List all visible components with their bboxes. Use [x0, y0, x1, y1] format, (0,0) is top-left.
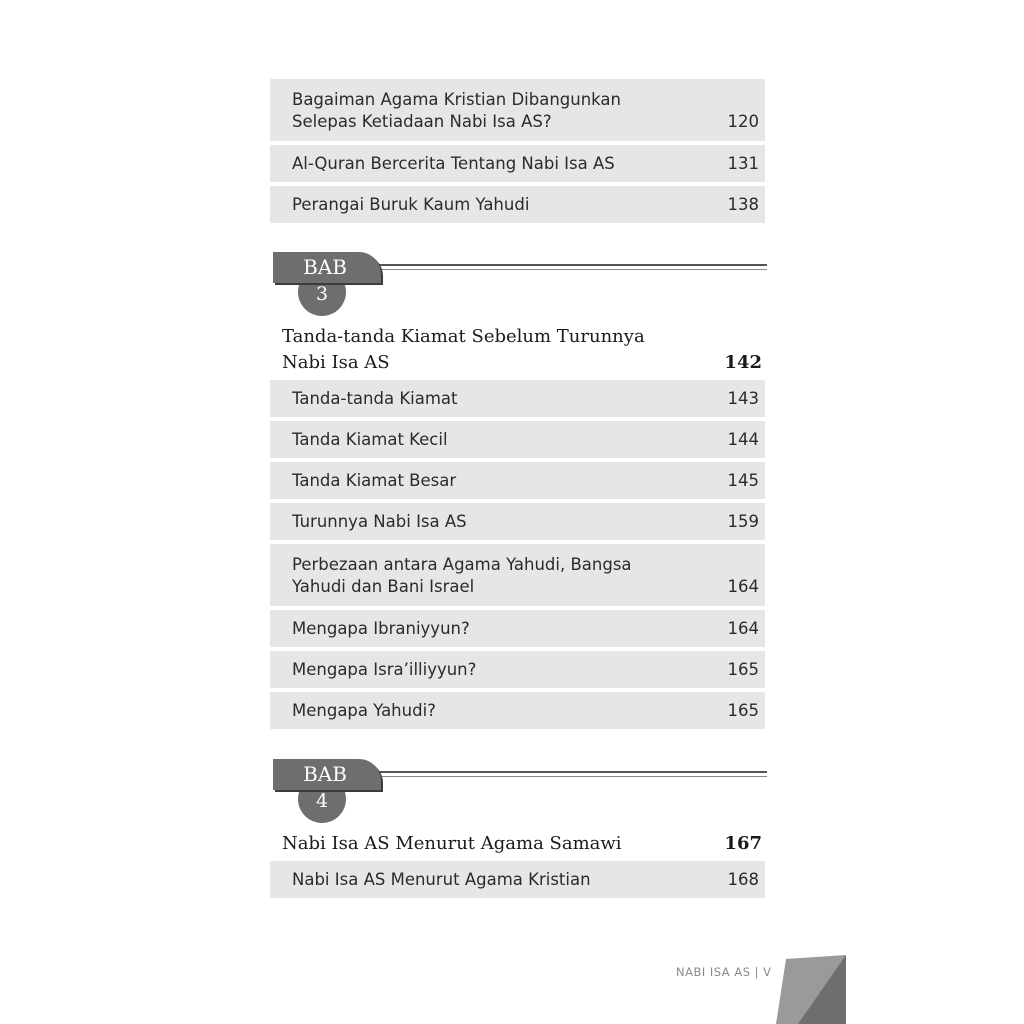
toc-entry[interactable] — [270, 145, 765, 182]
toc-entry-title: Perbezaan antara Agama Yahudi, Bangsa Yahudi dan Bani Israel — [292, 555, 632, 596]
toc-entry-page: 164 — [727, 577, 759, 596]
chapter-number: 3 — [315, 283, 329, 305]
toc-entry-page: 165 — [727, 700, 759, 720]
chapter-badge — [273, 759, 767, 823]
toc-entry-title: Nabi Isa AS Menurut Agama Kristian — [292, 869, 591, 889]
chapter-number: 4 — [315, 790, 329, 812]
chapter-title-row[interactable] — [282, 322, 762, 376]
chapter-page: 142 — [724, 352, 762, 373]
toc-entry-title: Al-Quran Bercerita Tentang Nabi Isa AS — [292, 153, 615, 173]
toc-entry-page: 164 — [727, 618, 759, 638]
chapter-title: Tanda-tanda Kiamat Sebelum Turunnya Nabi Isa AS — [282, 326, 645, 373]
chapter-title: Nabi Isa AS Menurut Agama Samawi — [282, 833, 622, 854]
toc-entry[interactable] — [270, 380, 765, 417]
toc-entry[interactable] — [270, 186, 765, 223]
chapter-badge — [273, 252, 767, 316]
chapter-label: BAB — [303, 255, 347, 279]
toc-entry-page: 165 — [727, 659, 759, 679]
running-head: NABI ISA AS | V — [676, 965, 772, 979]
toc-entry[interactable] — [270, 79, 765, 141]
toc-entry-title: Perangai Buruk Kaum Yahudi — [292, 194, 530, 214]
toc-entry[interactable] — [270, 503, 765, 540]
toc-entry[interactable] — [270, 861, 765, 898]
chapter-title-row[interactable] — [282, 829, 762, 857]
toc-entry-page: 145 — [727, 470, 759, 490]
chapter-label: BAB — [303, 762, 347, 786]
toc-entry[interactable] — [270, 610, 765, 647]
toc-entry-title: Mengapa Yahudi? — [292, 700, 436, 720]
toc-entry-page: 168 — [727, 869, 759, 889]
toc-entry[interactable] — [270, 651, 765, 688]
toc-entry-page: 159 — [727, 511, 759, 531]
toc-entry-title: Tanda Kiamat Besar — [292, 470, 457, 490]
toc-entry-page: 143 — [727, 388, 759, 408]
toc-entry[interactable] — [270, 421, 765, 458]
toc-entry-title: Tanda-tanda Kiamat — [292, 388, 458, 408]
toc-entry-title: Tanda Kiamat Kecil — [292, 429, 448, 449]
toc-entry-title: Turunnya Nabi Isa AS — [292, 511, 467, 531]
toc-entry-title: Mengapa Isra’illiyyun? — [292, 659, 477, 679]
toc-entry-title: Bagaiman Agama Kristian Dibangunkan Selepas Ketiadaan Nabi Isa AS? — [292, 90, 621, 131]
toc-entry-page: 120 — [727, 112, 759, 131]
toc-entry[interactable] — [270, 692, 765, 729]
toc-entry-page: 131 — [727, 153, 759, 173]
toc-entry-page: 138 — [727, 194, 759, 214]
chapter-page: 167 — [724, 833, 762, 854]
toc-entry-title: Mengapa Ibraniyyun? — [292, 618, 470, 638]
toc-entry[interactable] — [270, 544, 765, 606]
toc-entry-page: 144 — [727, 429, 759, 449]
page-corner-decoration — [776, 955, 846, 1024]
toc-entry[interactable] — [270, 462, 765, 499]
